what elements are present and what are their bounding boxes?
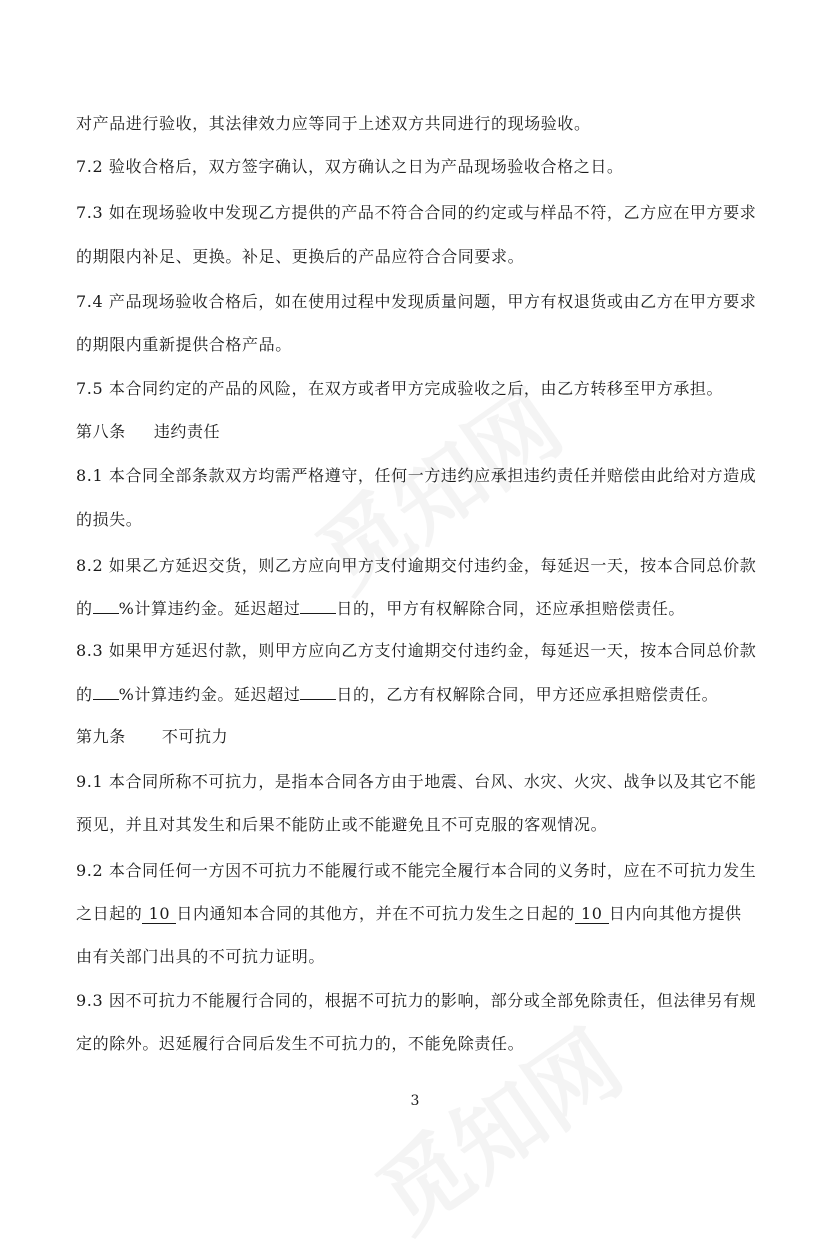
paragraph-line: 的期限内补足、更换。补足、更换后的产品应符合合同要求。 [76, 247, 525, 266]
paragraph-line: 9.2 本合同任何一方因不可抗力不能履行或不能完全履行本合同的义务时，应在不可抗力发生 [76, 861, 757, 880]
paragraph-line: 7.4 产品现场验收合格后，如在使用过程中发现质量问题，甲方有权退货或由乙方在甲方要求 [76, 292, 757, 311]
paragraph-line: 8.2 如果乙方延迟交货，则乙方应向甲方支付逾期交付违约金，每延迟一天，按本合同总价款 [76, 556, 757, 575]
paragraph-line: 7.3 如在现场验收中发现乙方提供的产品不符合合同的约定或与样品不符，乙方应在甲方要求 [76, 203, 757, 222]
fill-blank [300, 699, 336, 700]
fill-blank: 10 [575, 905, 609, 924]
paragraph-line: 8.3 如果甲方延迟付款，则甲方应向乙方支付逾期交付违约金，每延迟一天，按本合同总价款 [76, 641, 757, 660]
article-heading [76, 421, 766, 443]
fill-blank [93, 613, 119, 614]
paragraph-line: 预见，并且对其发生和后果不能防止或不能避免且不可克服的客观情况。 [76, 815, 608, 834]
article-title: 不可抗力 [161, 727, 229, 746]
paragraph-line: 9.1 本合同所称不可抗力，是指本合同各方由于地震、台风、水灾、火灾、战争以及其它不能 [76, 772, 757, 791]
paragraph-line: 的 %计算违约金。延迟超过 日的，乙方有权解除合同，甲方还应承担赔偿责任。 [76, 685, 719, 704]
paragraph-line: 定的除外。迟延履行合同后发生不可抗力的，不能免除责任。 [76, 1034, 525, 1053]
article-heading [76, 726, 766, 748]
paragraph-line: 的损失。 [76, 510, 143, 529]
paragraph-line: 8.1 本合同全部条款双方均需严格遵守，任何一方违约应承担违约责任并赔偿由此给对方造成 [76, 466, 757, 485]
fill-blank [93, 699, 119, 700]
fill-blank: 10 [142, 905, 176, 924]
page-number: 3 [410, 1093, 420, 1109]
paragraph-line: 的期限内重新提供合格产品。 [76, 335, 292, 354]
fill-blank [300, 613, 336, 614]
paragraph-line: 对产品进行验收，其法律效力应等同于上述双方共同进行的现场验收。 [76, 114, 591, 133]
paragraph-line: 9.3 因不可抗力不能履行合同的，根据不可抗力的影响，部分或全部免除责任，但法律另有规 [76, 991, 757, 1010]
article-title: 违约责任 [153, 422, 221, 441]
paragraph-line: 的 %计算违约金。延迟超过 日的，甲方有权解除合同，还应承担赔偿责任。 [76, 599, 686, 618]
article-number: 第八条 [76, 422, 126, 441]
paragraph-line: 7.2 验收合格后，双方签字确认，双方确认之日为产品现场验收合格之日。 [76, 157, 624, 176]
paragraph-line: 7.5 本合同约定的产品的风险，在双方或者甲方完成验收之后，由乙方转移至甲方承担。 [76, 379, 724, 398]
paragraph-line: 之日起的 10 日内通知本合同的其他方，并在不可抗力发生之日起的 10 日内向其他方提供 [76, 904, 742, 923]
paragraph-line: 由有关部门出具的不可抗力证明。 [76, 947, 326, 966]
article-number: 第九条 [76, 727, 126, 746]
